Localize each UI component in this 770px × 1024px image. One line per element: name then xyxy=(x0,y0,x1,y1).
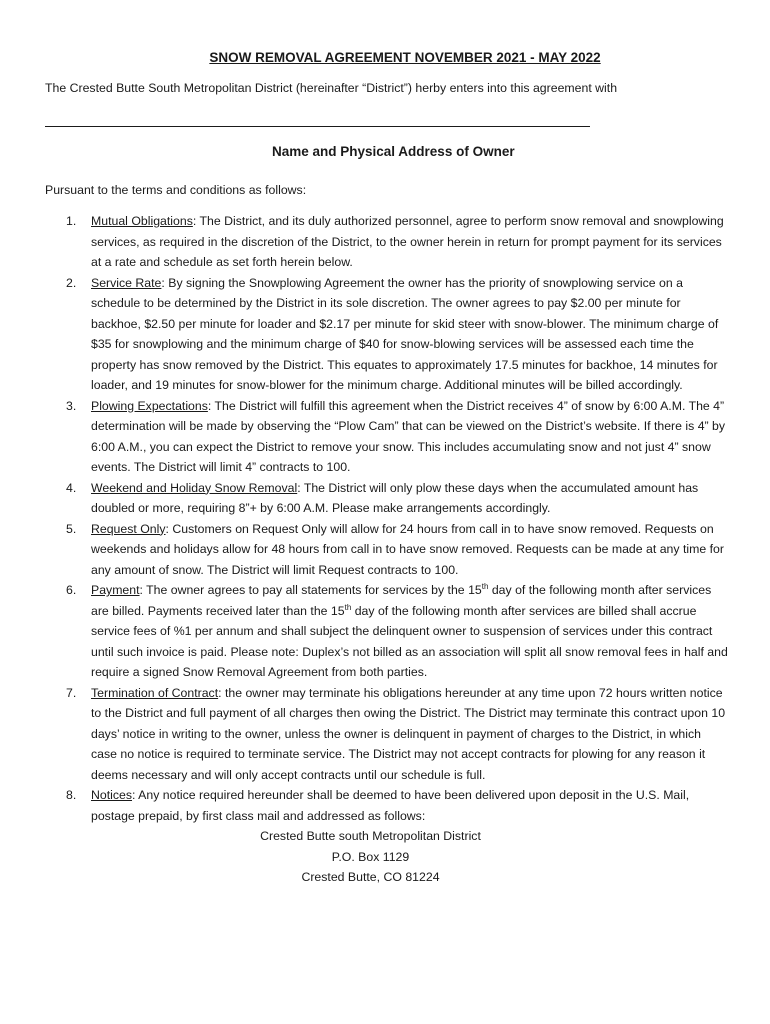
term-number: 6. xyxy=(66,583,77,597)
term-text: : The owner agrees to pay all statements for services by the 15 xyxy=(139,583,482,597)
term-text: : Customers on Request Only will allow for 24 hours from call in to have snow removed. Requests on weekends and holidays allow for 48 hours from call in to have snow removed. Requests can be made at any time for any amount of snow. The District will limit Request contracts to 100. xyxy=(91,521,724,577)
term-item xyxy=(0,211,770,273)
pursuant-paragraph: Pursuant to the terms and conditions as follows: xyxy=(45,183,307,197)
terms-list xyxy=(0,211,770,888)
term-item xyxy=(0,785,770,888)
owner-name-signature-line[interactable] xyxy=(45,126,590,127)
term-text: day of the following month after services are billed. Payments received later than the 15 xyxy=(91,583,712,618)
address-line-1: Crested Butte south Metropolitan District xyxy=(260,829,481,843)
document-title: SNOW REMOVAL AGREEMENT NOVEMBER 2021 - MAY 2022 xyxy=(209,50,601,65)
term-heading: Notices xyxy=(91,788,133,802)
term-text: : the owner may terminate his obligations hereunder at any time upon 72 hours written notice to the District and full payment of all charges then owing the District. The District may terminate this contract upon 10 days’ notice in writing to the owner, unless the owner is delinquent in payment of charges to the District, in which case no notice is required to terminate service. The District may not accept contracts for plowing for any reason it deems necessary and will only accept contracts until our schedule is full. xyxy=(91,685,726,782)
term-number: 1. xyxy=(66,214,77,228)
term-item xyxy=(0,580,770,683)
term-number: 3. xyxy=(66,398,77,413)
intro-paragraph: The Crested Butte South Metropolitan District (hereinafter “District”) herby enters into this agreement with xyxy=(45,81,618,95)
term-heading: Mutual Obligations xyxy=(91,214,193,228)
owner-name-label: Name and Physical Address of Owner xyxy=(272,144,515,159)
ordinal-suffix: th xyxy=(344,602,352,612)
term-heading: Service Rate xyxy=(91,275,162,290)
term-heading: Request Only xyxy=(91,521,166,536)
address-line-2: P.O. Box 1129 xyxy=(331,849,410,864)
term-text: : The District will only plow these days when the accumulated amount has doubled or more, requiring 8”+ by 6:00 A.M. Please make arrangements accordingly. xyxy=(91,480,699,515)
term-item xyxy=(0,519,770,581)
term-text: : By signing the Snowplowing Agreement the owner has the priority of snowplowing service on a schedule to be determined by the District in its sole discretion. The owner agrees to pay $2.00 per minute for backhoe, $2.50 per minute for loader and $2.17 per minute for skid steer with snow-blower. The minimum charge of $35 for snowplowing and the minimum charge of $40 for snow-blowing services will be assessed each time the property has snow removed by the District. This equates to approximately 17.5 minutes for backhoe, 14 minutes for loader, and 19 minutes for snow-blower for the minimum charge. Additional minutes will be billed accordingly. xyxy=(91,275,719,392)
term-text: : The District will fulfill this agreement when the District receives 4” of snow by 6:00 A.M. The 4” determination will be made by observing the “Plow Cam” that can be viewed on the District’s website. If there is 4” by 6:00 A.M., you can expect the District to remove your snow. This includes accumulating snow and not just 4” snow events. The District will limit 4” contracts to 100. xyxy=(91,398,726,474)
term-number: 7. xyxy=(66,685,77,700)
term-text: : The District, and its duly authorized personnel, agree to perform snow removal and snowplowing services, as required in the discretion of the District, to the owner herein in return for prompt payment for its services at a rate and schedule as set forth herein below. xyxy=(91,214,724,269)
term-number: 4. xyxy=(66,480,77,495)
term-item xyxy=(0,683,770,786)
term-heading: Termination of Contract xyxy=(91,685,219,700)
term-text: : Any notice required hereunder shall be deemed to have been delivered upon deposit in the U.S. Mail, postage prepaid, by first class mail and addressed as follows: xyxy=(91,788,690,823)
ordinal-suffix: th xyxy=(481,582,489,591)
term-heading: Payment xyxy=(91,583,140,597)
term-number: 5. xyxy=(66,521,77,536)
term-number: 8. xyxy=(66,788,77,802)
term-item xyxy=(0,396,770,478)
term-text: day of the following month after services are billed shall accrue service fees of %1 per annum and shall subject the delinquent owner to suspension of services under this contract until such invoice is paid. Please note: Duplex’s not billed as an association will split all snow removal fees in half and require a signed Snow Removal Agreement from both parties. xyxy=(91,603,728,679)
term-item xyxy=(0,273,770,396)
address-line-3: Crested Butte, CO 81224 xyxy=(301,870,440,884)
term-heading: Weekend and Holiday Snow Removal xyxy=(91,480,298,495)
term-heading: Plowing Expectations xyxy=(91,398,208,413)
term-item xyxy=(0,478,770,519)
term-number: 2. xyxy=(66,275,77,290)
